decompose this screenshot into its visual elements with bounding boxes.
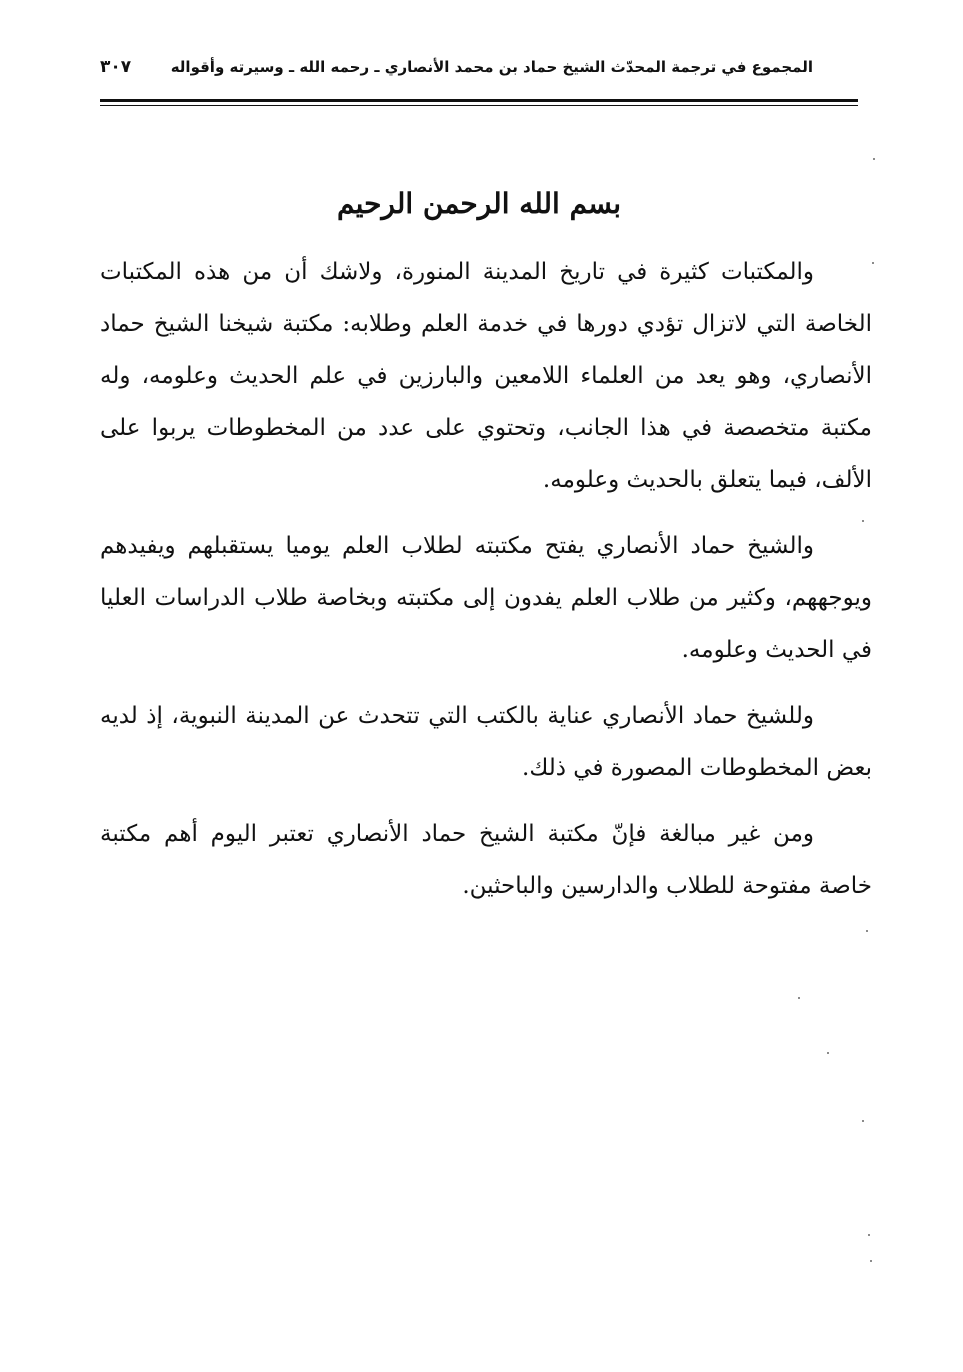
scan-speck: [798, 997, 800, 999]
scan-speck: [866, 930, 868, 932]
header-rule-thick: [100, 99, 858, 102]
scan-speck: [870, 1260, 872, 1262]
header-rule-thin: [100, 105, 858, 106]
body-text: [100, 246, 872, 926]
running-header: [100, 50, 813, 84]
paragraph-4: ومن غير مبالغة فإنّ مكتبة الشيخ حماد الأنصاري تعتبر اليوم أهم مكتبة خاصة مفتوحة للطلاب والدارسين والباحثين.: [100, 821, 872, 899]
scan-speck: [873, 158, 875, 160]
paragraph-1: والمكتبات كثيرة في تاريخ المدينة المنورة، ولاشك أن من هذه المكتبات الخاصة التي لاتزال تؤدي دورها في خدمة العلم وطلابه: مكتبة شيخنا الشيخ حماد الأنصاري، وهو يعد من العلماء اللامعين والبارزين في علم الحديث وعلومه، وله مكتبة متخصصة في هذا الجانب، وتحتوي على عدد من المخطوطات يربوا على الألف، فيما يتعلق بالحديث وعلومه.: [100, 259, 872, 493]
paragraph-2: والشيخ حماد الأنصاري يفتح مكتبته لطلاب العلم يوميا يستقبلهم ويفيدهم ويوجههم، وكثير من طلاب العلم يفدون إلى مكتبته وبخاصة طلاب الدراسات العليا في الحديث وعلومه.: [100, 533, 872, 663]
scan-speck: [862, 1120, 864, 1122]
scan-speck: [827, 1052, 829, 1054]
page-number: ٣٠٧: [100, 57, 132, 77]
scan-speck: [868, 1234, 870, 1236]
header-title: المجموع في ترجمة المحدّث الشيخ حماد بن محمد الأنصاري ـ رحمه الله ـ وسيرته وأقواله: [170, 58, 813, 76]
scan-speck: [862, 520, 864, 522]
scan-speck: [872, 262, 874, 264]
basmala-heading: بسم الله الرحمن الرحيم: [337, 187, 621, 220]
paragraph-3: وللشيخ حماد الأنصاري عناية بالكتب التي تتحدث عن المدينة النبوية، إذ لديه بعض المخطوطات المصورة في ذلك.: [100, 703, 872, 781]
